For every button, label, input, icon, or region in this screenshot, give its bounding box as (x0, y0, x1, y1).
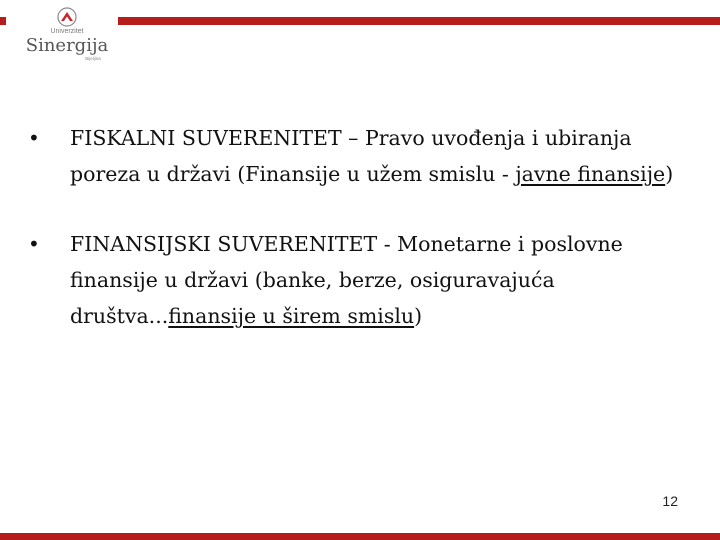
bullet-tail: ) (665, 162, 674, 186)
bullet-lead: FINANSIJSKI SUVERENITET (70, 232, 378, 256)
bullet-body: – Pravo uvođenja i ubiranja poreza u državi (Finansije u užem smislu - (70, 126, 632, 186)
university-logo (18, 4, 116, 62)
bullet-body: - Monetarne i poslovne finansije u državi (banke, berze, osiguravajuća društva... (70, 232, 623, 328)
logo-top-text: Univerzitet (50, 28, 84, 35)
logo-graphic (18, 4, 116, 62)
logo-name: Sinergija (25, 35, 109, 56)
bullet-dot: • (28, 232, 40, 256)
slide-content (28, 120, 688, 334)
bullet-tail: ) (414, 304, 423, 328)
bullet-text (70, 226, 688, 334)
header-left-accent (0, 17, 6, 25)
bullet-fiscal-sovereignty (28, 120, 688, 192)
bullet-underlined-term: finansije u širem smislu (168, 304, 415, 328)
bullet-dot: • (28, 126, 40, 150)
bullet-text (70, 120, 688, 192)
footer-accent-bar (0, 533, 720, 540)
bullet-underlined-term: javne finansije (515, 162, 666, 186)
page-number: 12 (662, 493, 678, 509)
bullet-financial-sovereignty (28, 226, 688, 334)
logo-city: Bijeljina (85, 56, 101, 61)
header-accent-bar (118, 17, 720, 25)
bullet-lead: FISKALNI SUVERENITET (70, 126, 342, 150)
